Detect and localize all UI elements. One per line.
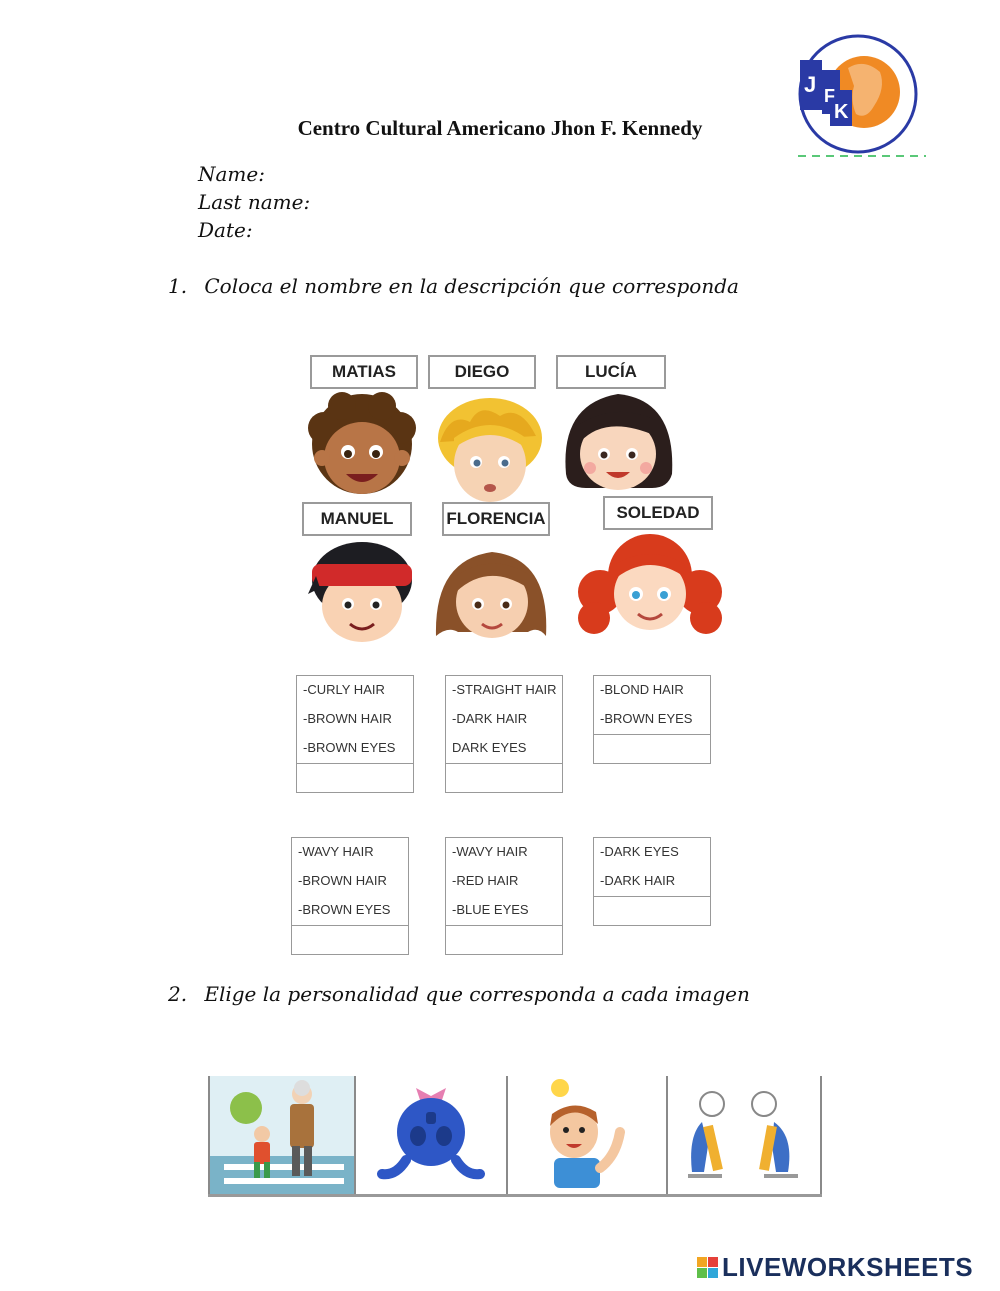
date-field-label: Date: [198,218,253,242]
answer-field[interactable] [292,925,408,954]
description-box-6 [593,837,711,926]
question-1-number: 1. [168,274,188,298]
description-line: -DARK HAIR [600,873,676,888]
name-tag-lucia: LUCÍA [556,355,666,389]
question-2-instruction: Elige la personalidad que corresponda a cada imagen [204,982,750,1006]
name-field-label: Name: [198,162,265,186]
description-line: -BROWN HAIR [298,873,387,888]
description-line: -BROWN EYES [303,740,396,755]
description-line: -DARK HAIR [452,711,528,726]
personality-image-strip [208,1076,822,1197]
liveworksheets-brand-text: LIVEWORKSHEETS [722,1252,974,1282]
answer-field[interactable] [446,763,562,792]
face-blond-hair [430,392,550,512]
svg-text:K: K [834,101,849,123]
answer-field[interactable] [446,925,562,954]
svg-text:F: F [824,86,835,106]
last-name-field-label: Last name: [198,190,311,214]
description-line: DARK EYES [452,740,527,755]
description-box-2 [445,675,563,793]
answer-field[interactable] [594,896,710,925]
liveworksheets-badge-icon [697,1257,718,1278]
description-line: -WAVY HAIR [452,844,528,859]
question-1-instruction: Coloca el nombre en la descripción que corresponda [204,274,739,298]
name-tag-diego: DIEGO [428,355,536,389]
name-tag-florencia: FLORENCIA [442,502,550,536]
face-dark-straight-hair-girl [556,384,676,504]
answer-field[interactable] [594,734,710,763]
description-line: -BLUE EYES [452,902,529,917]
face-wavy-brown-hair-girl [428,540,548,660]
image-boy-helping-elderly-man [208,1076,356,1194]
description-box-1 [296,675,414,793]
image-arguing-people [668,1076,822,1194]
description-box-5 [445,837,563,955]
face-red-curly-hair-girl [576,532,696,652]
question-1 [168,274,739,298]
svg-text:J: J [804,72,817,97]
description-line: -BROWN HAIR [303,711,392,726]
description-box-3 [593,675,711,764]
question-2-number: 2. [168,982,188,1006]
liveworksheets-logo [697,1252,973,1283]
face-boy-red-headband [302,536,422,656]
description-line: -BROWN EYES [600,711,693,726]
description-line: -BROWN EYES [298,902,391,917]
description-line: -WAVY HAIR [298,844,374,859]
description-line: -BLOND HAIR [600,682,684,697]
question-2 [168,982,750,1006]
jfk-logo [790,28,930,158]
name-tag-soledad: SOLEDAD [603,496,713,530]
worksheet-title: Centro Cultural Americano Jhon F. Kennedy [297,116,703,140]
description-line: -DARK EYES [600,844,679,859]
face-curly-brown-hair [302,388,422,508]
description-line: -RED HAIR [452,873,519,888]
name-tag-matias: MATIAS [310,355,418,389]
description-box-4 [291,837,409,955]
description-line: -CURLY HAIR [303,682,385,697]
image-smart-boy-lightbulb [508,1076,668,1194]
description-line: -STRAIGHT HAIR [452,682,557,697]
answer-field[interactable] [297,763,413,792]
name-tag-manuel: MANUEL [302,502,412,536]
image-shy-blue-character [356,1076,508,1194]
